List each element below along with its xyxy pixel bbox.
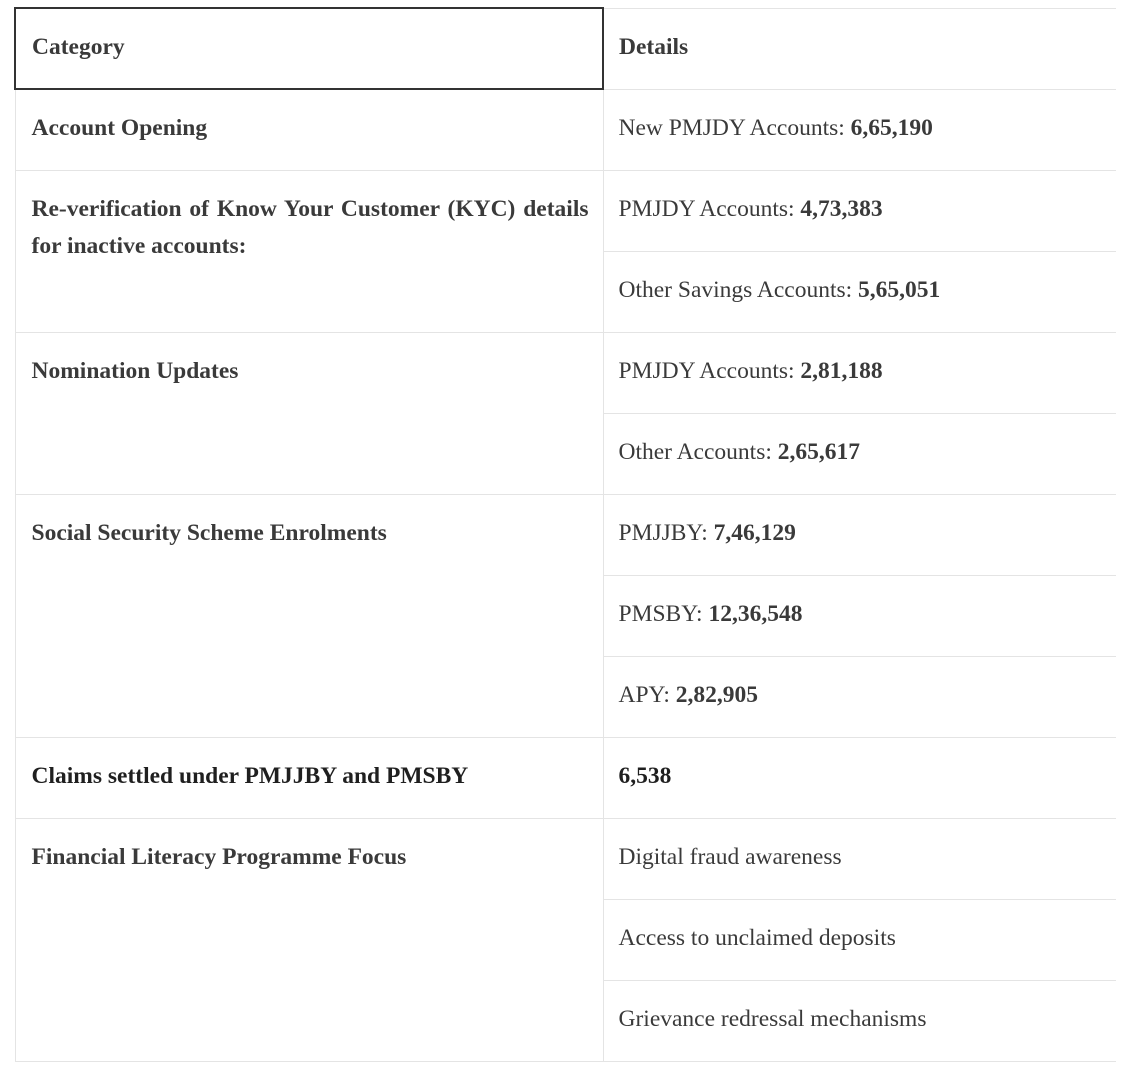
details-cell <box>603 737 1116 818</box>
details-cell <box>603 89 1116 170</box>
details-cell <box>603 494 1116 575</box>
table-row <box>15 818 1116 899</box>
category-cell: Claims settled under PMJJBY and PMSBY <box>15 737 603 818</box>
detail-label: PMJDY Accounts: <box>618 357 801 384</box>
details-cell <box>603 170 1116 251</box>
detail-label: Other Savings Accounts: <box>618 276 859 303</box>
header-row <box>15 8 1116 89</box>
detail-label: PMSBY: <box>618 600 709 627</box>
detail-label: New PMJDY Accounts: <box>618 114 851 141</box>
category-cell: Nomination Updates <box>15 332 603 494</box>
table-row <box>15 170 1116 251</box>
detail-label: PMJJBY: <box>618 519 714 546</box>
detail-label: Grievance redressal mechanisms <box>618 1005 927 1032</box>
category-cell: Social Security Scheme Enrolments <box>15 494 603 737</box>
detail-value: 7,46,129 <box>713 519 796 546</box>
details-cell <box>603 899 1116 980</box>
header-category: Category <box>15 8 603 89</box>
table-row <box>15 89 1116 170</box>
detail-label: Other Accounts: <box>618 438 778 465</box>
detail-value: 6,538 <box>618 762 672 789</box>
detail-value: 4,73,383 <box>800 195 883 222</box>
table-row <box>15 494 1116 575</box>
details-cell <box>603 980 1116 1061</box>
detail-value: 2,82,905 <box>675 681 759 708</box>
table-row <box>15 332 1116 413</box>
detail-label: Access to unclaimed deposits <box>618 924 896 951</box>
details-cell <box>603 413 1116 494</box>
header-details: Details <box>603 8 1116 89</box>
data-table-container <box>14 7 1116 1074</box>
detail-value: 6,65,190 <box>850 114 933 141</box>
details-cell <box>603 818 1116 899</box>
detail-value: 12,36,548 <box>708 600 803 627</box>
details-cell <box>603 656 1116 737</box>
table-row <box>15 737 1116 818</box>
detail-label: PMJDY Accounts: <box>618 195 801 222</box>
category-cell: Financial Literacy Programme Focus <box>15 818 603 1061</box>
details-cell <box>603 251 1116 332</box>
detail-label: Digital fraud awareness <box>618 843 842 870</box>
category-cell: Account Opening <box>15 89 603 170</box>
detail-label: APY: <box>618 681 676 708</box>
detail-value: 2,65,617 <box>777 438 860 465</box>
details-cell <box>603 575 1116 656</box>
data-table <box>14 7 1116 1062</box>
details-cell <box>603 332 1116 413</box>
detail-value: 2,81,188 <box>800 357 883 384</box>
detail-value: 5,65,051 <box>858 276 941 303</box>
category-cell: Re-verification of Know Your Customer (KYC) details for inactive accounts: <box>15 170 603 332</box>
